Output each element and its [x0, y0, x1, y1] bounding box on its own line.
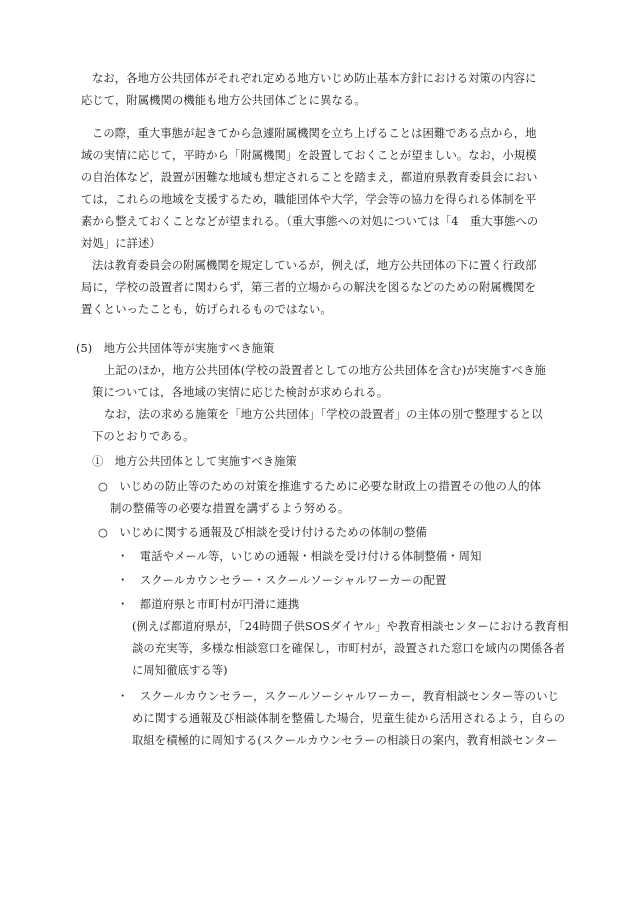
text-line: この際，重大事態が起きてから急遽附属機関を立ち上げることは困難である点から，地	[92, 127, 537, 140]
text-line: 制の整備等の必要な措置を講ずるよう努める。	[110, 502, 350, 515]
text-line: 素から整えておくことなどが望まれる。（重大事態への対処については「4 重大事態への	[81, 215, 539, 228]
bullet-item: ・ 都道府県と市町村が円滑に連携	[117, 598, 300, 611]
text-line: なお，各地方公共団体がそれぞれ定める地方いじめ防止基本方針における対策の内容に	[92, 72, 537, 85]
text-line: ては，これらの地域を支援するため，職能団体や大学，学会等の協力を得られる体制を平	[81, 193, 537, 206]
bullet-item: ・ スクールカウンセラー，スクールソーシャルワーカー，教育相談センター等のいじ	[117, 690, 559, 703]
text-line: (例えば都道府県が，「24時間子供SOSダイヤル」や教育相談センターにおける教育相	[132, 620, 569, 633]
text-line: 局に，学校の設置者に関わらず，第三者的立場からの解決を図るなどのための附属機関を	[81, 281, 536, 294]
text-line: 策については，各地域の実情に応じた検討が求められる。	[92, 386, 389, 399]
text-line: 法は教育委員会の附属機関を規定しているが，例えば，地方公共団体の下に置く行政部	[92, 259, 537, 272]
text-line: 域の実情に応じて，平時から「附属機関」を設置しておくことが望ましい。なお，小規模	[81, 149, 537, 162]
text-line: 上記のほか，地方公共団体(学校の設置者としての地方公共団体を含む)が実施すべき施	[104, 364, 546, 377]
bullet-item: ・ スクールカウンセラー・スクールソーシャルワーカーの配置	[117, 574, 447, 587]
text-line: なお，法の求める施策を「地方公共団体」「学校の設置者」の主体の別で整理すると以	[104, 408, 543, 421]
list-item: ○ いじめに関する通報及び相談を受け付けるための体制の整備	[98, 526, 428, 539]
bullet-item: ・ 電話やメール等，いじめの通報・相談を受け付ける体制整備・周知	[117, 550, 482, 563]
subsection-heading: ① 地方公共団体として実施すべき施策	[92, 455, 297, 468]
text-line: の自治体など，設置が困難な地域も想定されることを踏まえ，都道府県教育委員会におい	[81, 171, 538, 184]
text-line: 対処」に詳述）	[81, 237, 161, 250]
section-heading: (5) 地方公共団体等が実施すべき施策	[76, 342, 275, 355]
text-line: 取組を積極的に周知する(スクールカウンセラーの相談日の案内，教育相談センター	[132, 734, 558, 747]
text-line: めに関する通報及び相談体制を整備した場合，児童生徒から活用されるよう，自らの	[132, 712, 566, 725]
text-line: 置くといったことも，妨げられるものではない。	[81, 303, 332, 316]
text-line: 下のとおりである。	[92, 430, 195, 443]
text-line: 談の充実等，多様な相談窓口を確保し，市町村が，設置された窓口を域内の関係各者	[132, 642, 566, 655]
text-line: に周知徹底する等)	[132, 664, 228, 677]
text-line: 応じて，附属機関の機能も地方公共団体ごとに異なる。	[81, 94, 366, 107]
list-item: ○ いじめの防止等のための対策を推進するために必要な財政上の措置その他の人的体	[98, 480, 542, 493]
